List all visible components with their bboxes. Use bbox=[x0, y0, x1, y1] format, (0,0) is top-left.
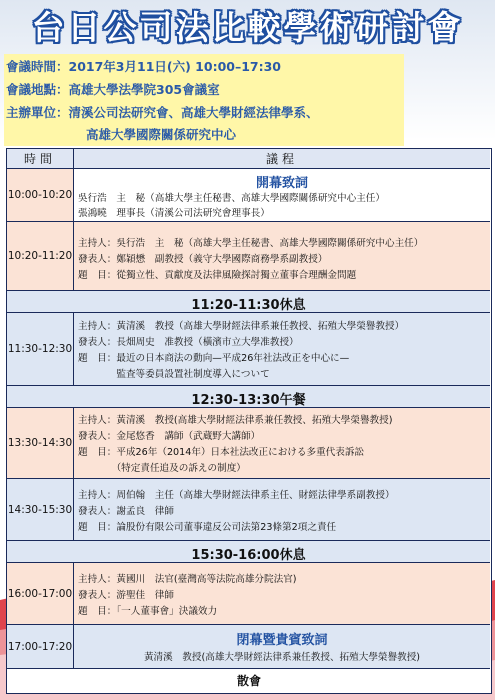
session-heading: 閉幕暨貴賓致詞 bbox=[236, 633, 328, 648]
session-content bbox=[74, 563, 490, 624]
info-time bbox=[6, 57, 281, 75]
session-line: 發表人：游聖佳 律師 bbox=[78, 590, 174, 601]
table-row bbox=[7, 408, 490, 479]
session-line: 題 目：最近の日本商法の動向—平成26年社法改正を中心に— bbox=[78, 353, 350, 364]
session-content bbox=[74, 313, 490, 385]
session-time: 10:20-11:20 bbox=[7, 222, 74, 290]
table-header bbox=[7, 149, 490, 169]
session-time: 16:00-17:00 bbox=[7, 563, 74, 624]
session-time: 13:30-14:30 bbox=[7, 408, 74, 478]
info-host-value: 清溪公司法研究會、高雄大學財經法律學系、 bbox=[68, 105, 319, 120]
session-line: 題 目：「一人董事會」決議效力 bbox=[78, 606, 218, 617]
session-line: 黃清溪 教授(高雄大學財經法律系兼任教授、拓殖大學榮譽教授) bbox=[143, 652, 421, 663]
session-line: 監査等委員設置社制度導入について bbox=[78, 369, 270, 380]
break-label: 11:20-11:30休息 bbox=[191, 298, 306, 313]
session-line: 發表人：長畑周史 准教授（橫濱市立大學准教授） bbox=[78, 337, 299, 348]
table-row bbox=[7, 479, 490, 541]
table-row bbox=[7, 169, 490, 222]
break-label: 12:30-13:30午餐 bbox=[191, 393, 306, 408]
break-row bbox=[7, 291, 490, 313]
table-row bbox=[7, 313, 490, 386]
session-line: 發表人：鄭穎懋 副教授（義守大學國際商務學系副教授） bbox=[78, 254, 328, 265]
session-line: 主持人：吳行浩 主 秘（高雄大學主任秘書、高雄大學國際關係研究中心主任） bbox=[78, 238, 424, 249]
header-time: 時間 bbox=[7, 149, 74, 168]
schedule-table bbox=[6, 148, 492, 694]
session-content bbox=[74, 479, 490, 540]
info-host-value-2: 高雄大學國際關係研究中心 bbox=[86, 127, 237, 142]
info-host-label: 主辦單位： bbox=[6, 105, 69, 120]
info-place-label: 會議地點： bbox=[6, 82, 69, 97]
session-content bbox=[74, 169, 490, 221]
session-time: 10:00-10:20 bbox=[7, 169, 74, 221]
session-time: 11:30-12:30 bbox=[7, 313, 74, 385]
session-time: 17:00-17:20 bbox=[7, 625, 74, 668]
info-place-value: 高雄大學法學院305會議室 bbox=[68, 82, 220, 97]
session-line: 題 目：論股份有限公司董事違反公司法第23條第2項之責任 bbox=[78, 522, 337, 533]
session-time: 14:30-15:30 bbox=[7, 479, 74, 540]
header-agenda: 議程 bbox=[265, 152, 298, 166]
info-place bbox=[6, 80, 220, 98]
break-label: 15:30-16:00休息 bbox=[191, 548, 306, 563]
session-heading: 開幕致詞 bbox=[255, 176, 308, 191]
table-row bbox=[7, 563, 490, 625]
session-line: 吳行浩 主 秘（高雄大學主任秘書、高雄大學國際關係研究中心主任） bbox=[78, 193, 385, 204]
session-line: 主持人：周伯翰 主任（高雄大學財經法律系主任、財經法律學系副教授） bbox=[78, 490, 395, 501]
session-line: 題 目：平成26年（2014年）日本社法改正における多重代表訴訟 bbox=[78, 447, 365, 458]
break-row bbox=[7, 386, 490, 408]
session-content bbox=[74, 408, 490, 478]
session-line: 主持人：黃清溪 教授(高雄大學財經法律系兼任教授、拓殖大學榮譽教授) bbox=[78, 415, 393, 426]
info-time-label: 會議時間： bbox=[6, 59, 69, 74]
session-line: （特定責任追及の訴えの制度） bbox=[78, 463, 246, 474]
break-row bbox=[7, 541, 490, 563]
info-host bbox=[6, 103, 319, 121]
session-line: 發表人：謝孟良 律師 bbox=[78, 506, 174, 517]
table-row bbox=[7, 222, 490, 291]
session-line: 題 目：從獨立性、貢獻度及法律風險探討獨立董事合理酬金問題 bbox=[78, 270, 357, 281]
closing-label: 散會 bbox=[236, 674, 261, 688]
session-line: 張鴻曉 理事長（清溪公司法研究會理事長） bbox=[78, 208, 270, 219]
session-content bbox=[74, 222, 490, 290]
session-content bbox=[74, 625, 490, 668]
table-row bbox=[7, 625, 490, 669]
session-line: 發表人：金尾悠香 講師（武蔵野大講師） bbox=[78, 431, 261, 442]
session-line: 主持人：黃清溪 教授（高雄大學財經法律系兼任教授、拓殖大學榮譽教授） bbox=[78, 321, 405, 332]
info-time-value: 2017年3月11日(六) 10:00–17:30 bbox=[68, 59, 282, 74]
session-line: 主持人：黃國川 法官(臺灣高等法院高雄分院法官) bbox=[78, 574, 297, 585]
page-title: 台日公司法比較學術研討會 bbox=[31, 8, 464, 47]
